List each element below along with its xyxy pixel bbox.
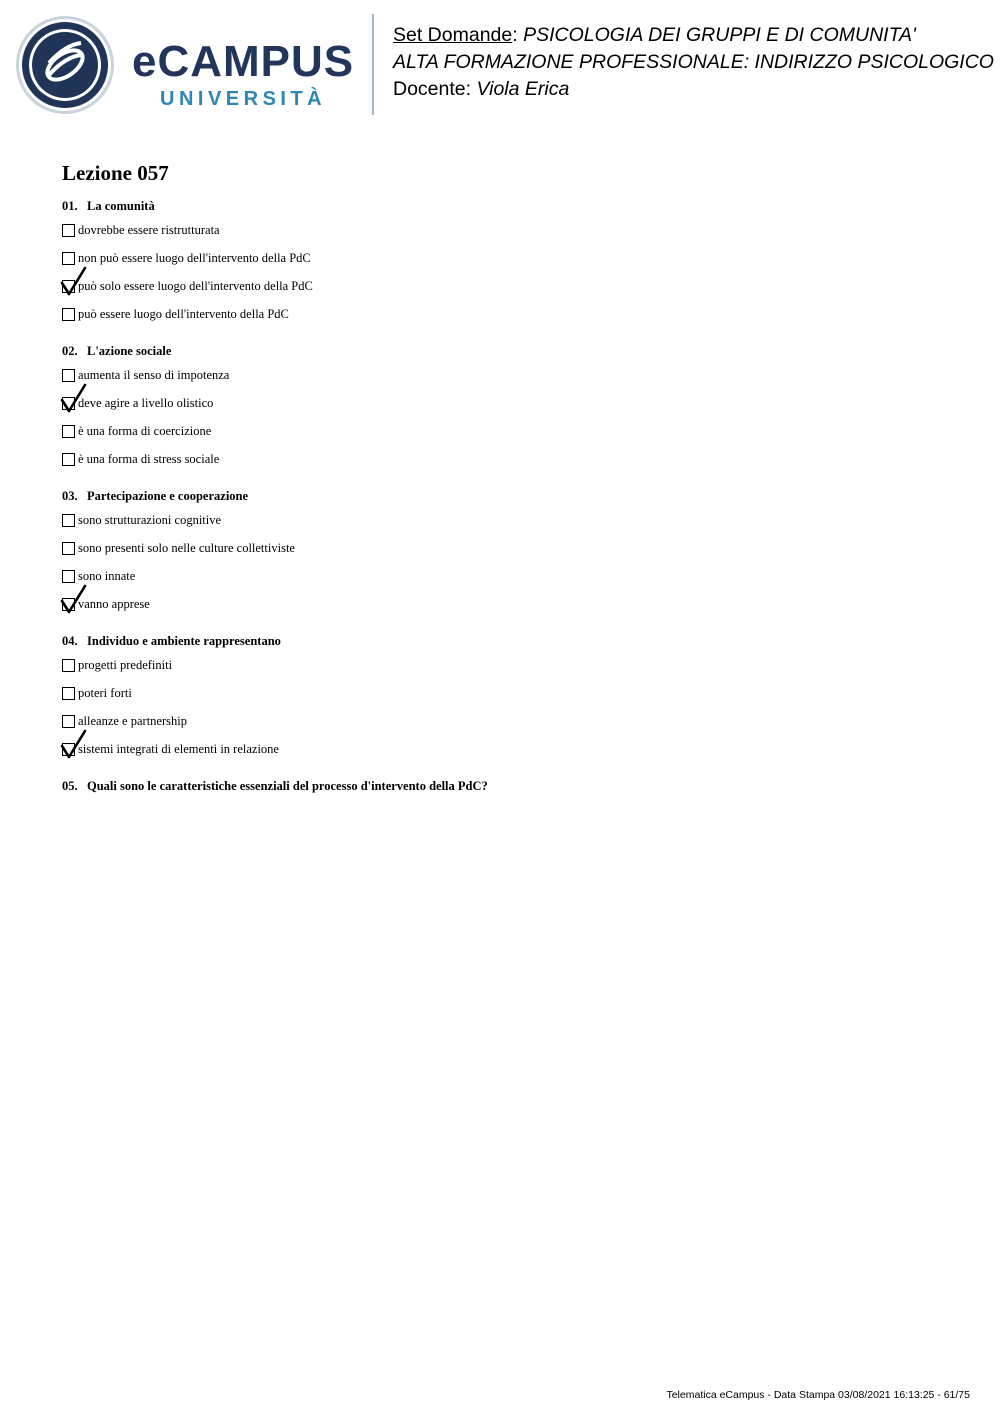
answer-option[interactable] bbox=[62, 417, 942, 445]
checked-checkbox[interactable] bbox=[62, 598, 75, 611]
option-text: vanno apprese bbox=[78, 596, 150, 611]
option-text: non può essere luogo dell'intervento della PdC bbox=[78, 250, 311, 265]
option-text: dovrebbe essere ristrutturata bbox=[78, 222, 220, 237]
answer-option[interactable] bbox=[62, 590, 942, 618]
option-text: è una forma di stress sociale bbox=[78, 451, 220, 466]
option-text: può solo essere luogo dell'intervento della PdC bbox=[78, 278, 313, 293]
option-text: sono strutturazioni cognitive bbox=[78, 512, 222, 527]
set-line bbox=[393, 22, 994, 49]
program-line: ALTA FORMAZIONE PROFESSIONALE: INDIRIZZO PSICOLOGICO bbox=[393, 51, 994, 73]
checkbox[interactable] bbox=[62, 369, 75, 382]
question-number: 04. bbox=[62, 634, 78, 648]
question-text: Individuo e ambiente rappresentano bbox=[87, 634, 281, 648]
question-heading bbox=[62, 776, 942, 796]
checkbox[interactable] bbox=[62, 308, 75, 321]
question-03 bbox=[62, 486, 942, 618]
checkbox[interactable] bbox=[62, 659, 75, 672]
page-footer: Telematica eCampus - Data Stampa 03/08/2021 16:13:25 - 61/75 bbox=[666, 1389, 970, 1401]
logo-subtext: UNIVERSITÀ bbox=[160, 88, 327, 110]
question-text: Quali sono le caratteristiche essenziali del processo d'intervento della PdC? bbox=[87, 779, 488, 793]
answer-option[interactable] bbox=[62, 216, 942, 244]
answer-option[interactable] bbox=[62, 735, 942, 763]
answer-option[interactable] bbox=[62, 389, 942, 417]
question-heading bbox=[62, 631, 942, 651]
option-text: poteri forti bbox=[78, 685, 132, 700]
option-text: sono innate bbox=[78, 568, 136, 583]
checked-checkbox[interactable] bbox=[62, 397, 75, 410]
checkmark-icon bbox=[61, 730, 87, 760]
question-number: 01. bbox=[62, 199, 78, 213]
answer-option[interactable] bbox=[62, 272, 942, 300]
checkbox[interactable] bbox=[62, 514, 75, 527]
option-text: è una forma di coercizione bbox=[78, 423, 212, 438]
option-text: aumenta il senso di impotenza bbox=[78, 367, 230, 382]
question-04 bbox=[62, 631, 942, 763]
ecampus-wordmark bbox=[132, 37, 355, 111]
logo-brand-text: eCAMPUS bbox=[132, 37, 355, 86]
answer-option[interactable] bbox=[62, 679, 942, 707]
question-heading bbox=[62, 486, 942, 506]
answer-option[interactable] bbox=[62, 361, 942, 389]
set-label: Set Domande bbox=[393, 24, 513, 46]
question-number: 02. bbox=[62, 344, 78, 358]
question-text: Partecipazione e cooperazione bbox=[87, 489, 249, 503]
answer-option[interactable] bbox=[62, 506, 942, 534]
checkbox[interactable] bbox=[62, 715, 75, 728]
docente-label: Docente: bbox=[393, 78, 477, 100]
answer-option[interactable] bbox=[62, 244, 942, 272]
question-text: La comunità bbox=[87, 199, 155, 213]
checkbox[interactable] bbox=[62, 252, 75, 265]
answer-option[interactable] bbox=[62, 534, 942, 562]
ecampus-seal-logo bbox=[15, 15, 115, 115]
answer-option[interactable] bbox=[62, 562, 942, 590]
question-02 bbox=[62, 341, 942, 473]
option-text: deve agire a livello olistico bbox=[78, 395, 214, 410]
header-divider bbox=[372, 14, 374, 115]
set-separator: : bbox=[512, 24, 524, 46]
checkbox[interactable] bbox=[62, 687, 75, 700]
answer-option[interactable] bbox=[62, 300, 942, 328]
checked-checkbox[interactable] bbox=[62, 743, 75, 756]
question-heading bbox=[62, 196, 942, 216]
docente-value: Viola Erica bbox=[476, 78, 570, 100]
page-header bbox=[0, 0, 1000, 130]
question-number: 03. bbox=[62, 489, 78, 503]
question-05 bbox=[62, 776, 942, 796]
checkbox[interactable] bbox=[62, 542, 75, 555]
checkbox[interactable] bbox=[62, 425, 75, 438]
option-text: sistemi integrati di elementi in relazione bbox=[78, 741, 279, 756]
question-heading bbox=[62, 341, 942, 361]
docente-line bbox=[393, 76, 994, 103]
option-text: alleanze e partnership bbox=[78, 713, 187, 728]
checkmark-icon bbox=[61, 384, 87, 414]
option-text: progetti predefiniti bbox=[78, 657, 173, 672]
checkmark-icon bbox=[61, 267, 87, 297]
option-text: sono presenti solo nelle culture collettiviste bbox=[78, 540, 295, 555]
option-text: può essere luogo dell'intervento della PdC bbox=[78, 306, 289, 321]
question-number: 05. bbox=[62, 779, 78, 793]
lesson-title: Lezione 057 bbox=[62, 161, 169, 185]
question-01 bbox=[62, 196, 942, 328]
checkbox[interactable] bbox=[62, 570, 75, 583]
checkmark-icon bbox=[61, 585, 87, 615]
question-list bbox=[62, 196, 942, 809]
checked-checkbox[interactable] bbox=[62, 280, 75, 293]
question-text: L'azione sociale bbox=[87, 344, 172, 358]
header-info bbox=[393, 22, 994, 103]
answer-option[interactable] bbox=[62, 651, 942, 679]
answer-option[interactable] bbox=[62, 445, 942, 473]
checkbox[interactable] bbox=[62, 224, 75, 237]
checkbox[interactable] bbox=[62, 453, 75, 466]
answer-option[interactable] bbox=[62, 707, 942, 735]
set-value: PSICOLOGIA DEI GRUPPI E DI COMUNITA' bbox=[523, 24, 916, 46]
